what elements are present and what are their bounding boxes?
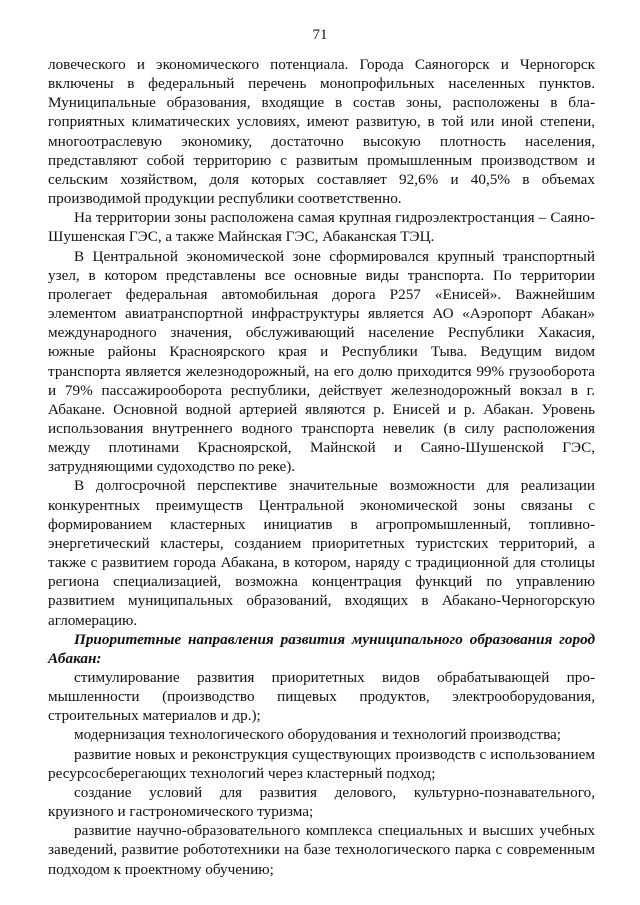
paragraph-perspective: В долгосрочной перспективе значительные возможности для реализации конкурентных преимуществ Центральной экономической зоны связаны с формированием кластерных инициатив в агропромышленный, топливно-энергетический кластеры, созданием приоритетных туристских территорий, а также с развитием города Абакана, в котором, наряду с традиционной для столицы региона специализацией, возможна концентрация функций по управлению развитием муниципальных образований, входящих в Абакано-Черногорскую агломерацию. — [48, 477, 595, 629]
list-item: развитие новых и реконструкция существующих производств с использованием ресурсосберегающих технологий через кластерный подход; — [48, 745, 595, 782]
paragraph-transport: В Центральной экономической зоне сформировался крупный транспортный узел, в котором представлены все основные виды транспорта. По территории пролегает федеральная автомобильная дорога Р257 «Енисей». Важнейшим элементом авиатранспортной инфраструктуры является АО «Аэропорт Абакан» международного значения, обслуживающий население Республики Хакасия, южные районы Красноярского края и Республики Тыва. Ведущим видом транспорта является железнодорожный, на его долю приходится 99% грузооборота и 79% пассажирооборота республики, действует железнодорожный вокзал в г. Абакане. Основной водной артерией являются р. Енисей и р. Абакан. Уровень использования внутреннего водного транспорта невелик (в силу расположения между плотинами Красноярской, Майнской и Саяно-Шушенской ГЭС, затрудняющими судоходство по реке). — [48, 247, 595, 476]
section-heading: Приоритетные направления развития муниципального образования город Абакан: — [48, 630, 595, 667]
page-body — [48, 55, 595, 879]
list-item: создание условий для развития делового, культурно-познавательного, круизного и гастрономического туризма; — [48, 783, 595, 821]
list-item: развитие научно-образовательного комплекса специальных и высших учебных заведений, развитие робототехники на базе технологического парка с современным подходом к проектному обучению; — [48, 822, 595, 878]
page-number: 71 — [312, 27, 328, 43]
list-item: стимулирование развития приоритетных видов обрабатывающей промышленности (производство пищевых продуктов, электрооборудования, строительных материалов и др.); — [48, 669, 595, 725]
list-item: модернизация технологического оборудования и технологий производства; — [74, 726, 562, 744]
paragraph-continuation: ловеческого и экономического потенциала. Города Саяногорск и Черногорск включены в федеральный перечень монопрофильных населенных пунктов. Муниципальные образования, входящие в состав зоны, расположены в благоприятных климатических условиях, имеют развитую, в той или иной степени, многоотраслевую экономику, достаточно высокую плотность населения, представляют собой территорию с развитым промышленным производством и сельским хозяйством, доля которых составляет 92,6% и 40,5% в объемах производимой продукции республики соответственно. — [48, 56, 595, 208]
paragraph-hydropower: На территории зоны расположена самая крупная гидроэлектростанция – Саяно-Шушенская ГЭС, а также Майнская ГЭС, Абаканская ТЭЦ. — [48, 209, 595, 246]
